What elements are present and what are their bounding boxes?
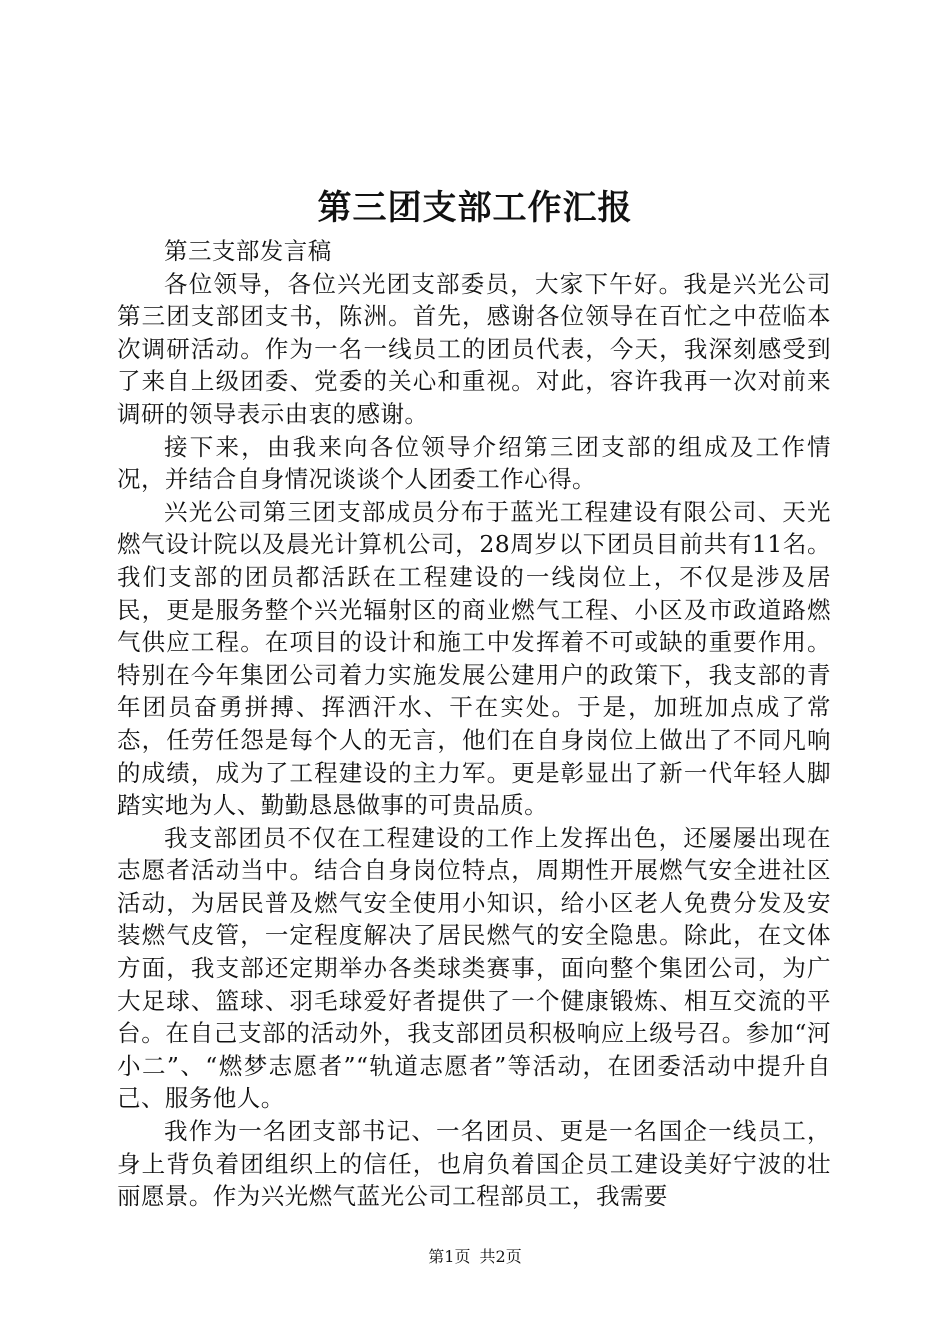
paragraph-volunteer: 我支部团员不仅在工程建设的工作上发挥出色，还屡屡出现在志愿者活动当中。结合自身岗位特点，周期性开展燃气安全进社区活动，为居民普及燃气安全使用小知识，给小区老人免费分发及安装燃气皮管，一定程度解决了居民燃气的安全隐患。除此，在文体方面，我支部还定期举办各类球类赛事，面向整个集团公司，为广大足球、篮球、羽毛球爱好者提供了一个健康锻炼、相互交流的平台。在自己支部的活动外，我支部团员积极响应上级号召。参加“河小二”、“燃梦志愿者”“轨道志愿者”等活动，在团委活动中提升自己、服务他人。 xyxy=(117,823,831,1113)
paragraph-intro: 接下来，由我来向各位领导介绍第三团支部的组成及工作情况，并结合自身情况谈谈个人团委工作心得。 xyxy=(117,432,831,494)
document-title: 第三团支部工作汇报 xyxy=(317,188,633,228)
document-body xyxy=(117,235,831,1213)
page-footer xyxy=(0,1246,950,1268)
paragraph-composition: 兴光公司第三团支部成员分布于蓝光工程建设有限公司、天光燃气设计院以及晨光计算机公司，28周岁以下团员目前共有11名。我们支部的团员都活跃在工程建设的一线岗位上，不仅是涉及居民，更是服务整个兴光辐射区的商业燃气工程、小区及市政道路燃气供应工程。在项目的设计和施工中发挥着不可或缺的重要作用。特别在今年集团公司着力实施发展公建用户的政策下，我支部的青年团员奋勇拼搏、挥洒汗水、干在实处。于是，加班加点成了常态，任劳任怨是每个人的无言，他们在自身岗位上做出了不同凡响的成绩，成为了工程建设的主力军。更是彰显出了新一代年轻人脚踏实地为人、勤勤恳恳做事的可贵品质。 xyxy=(117,497,831,820)
page-total: 共2页 xyxy=(479,1247,522,1266)
paragraph-greeting: 各位领导，各位兴光团支部委员，大家下午好。我是兴光公司第三团支部团支书，陈洲。首先，感谢各位领导在百忙之中莅临本次调研活动。作为一名一线员工的团员代表，今天，我深刻感受到了来自上级团委、党委的关心和重视。对此，容许我再一次对前来调研的领导表示由衷的感谢。 xyxy=(117,269,831,428)
page-number: 第1页 xyxy=(428,1247,471,1266)
paragraph-personal: 我作为一名团支部书记、一名团员、更是一名国企一线员工，身上背负着团组织上的信任，也肩负着国企员工建设美好宁波的壮丽愿景。作为兴光燃气蓝光公司工程部员工，我需要 xyxy=(117,1117,831,1211)
paragraph-heading: 第三支部发言稿 xyxy=(164,237,332,265)
